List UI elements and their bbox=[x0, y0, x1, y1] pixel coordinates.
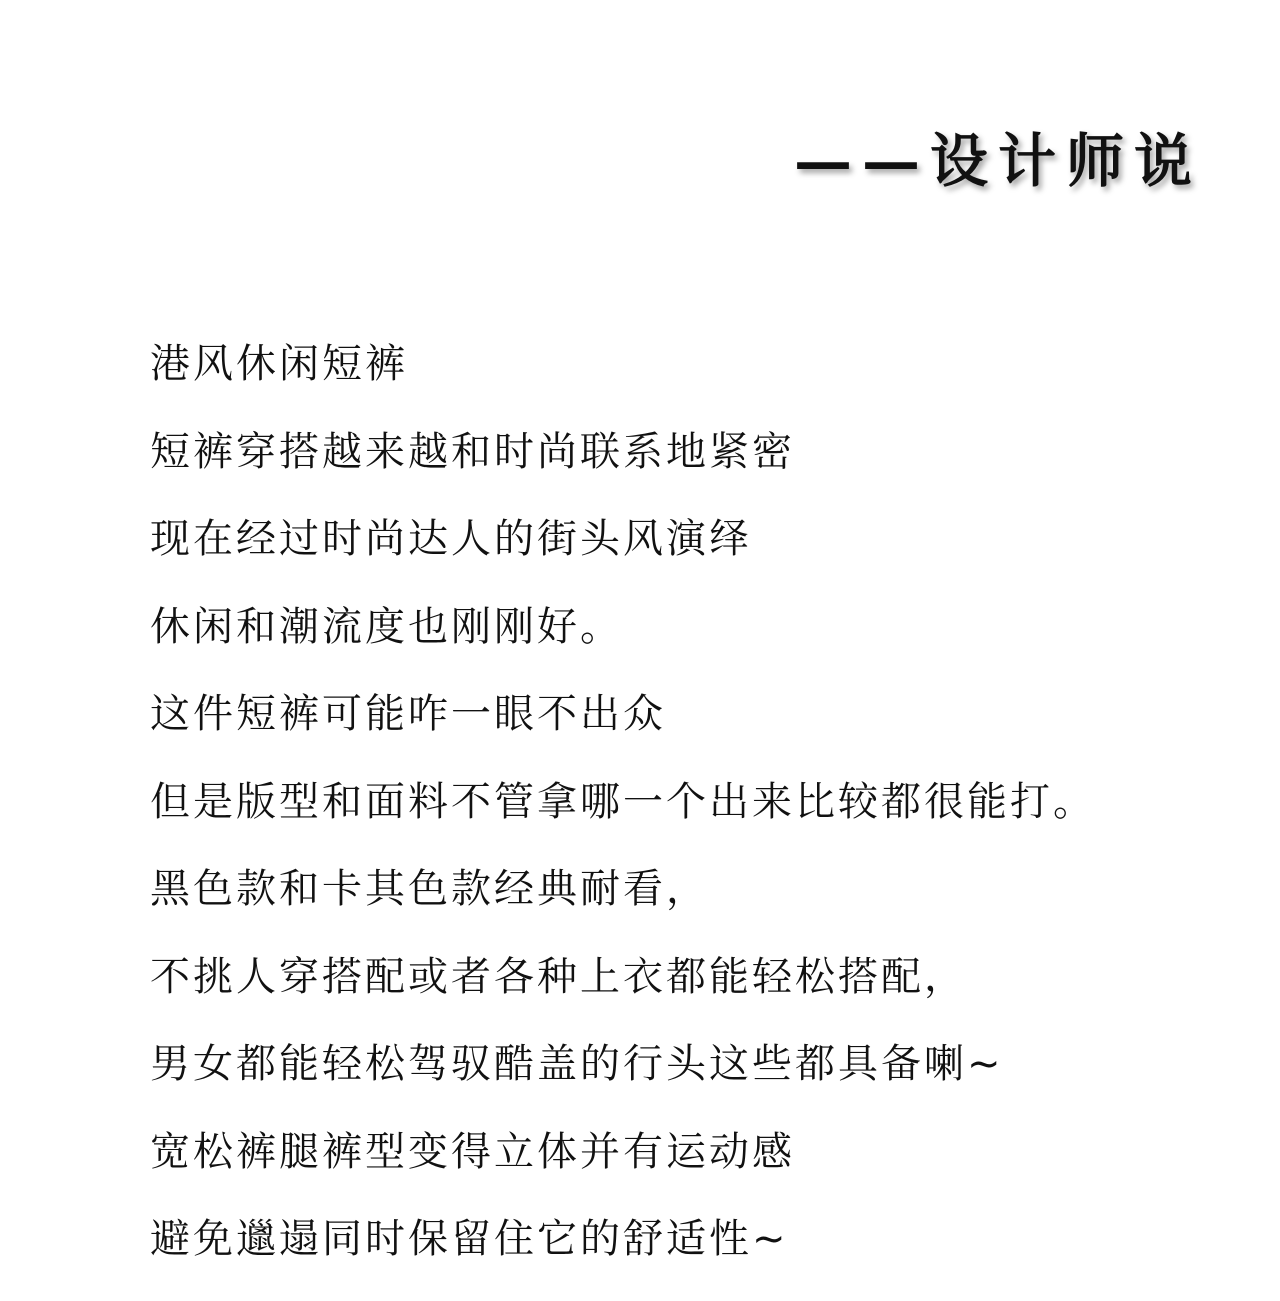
text-line: 不挑人穿搭配或者各种上衣都能轻松搭配， bbox=[150, 953, 967, 1000]
text-line: 宽松裤腿裤型变得立体并有运动感 bbox=[150, 1128, 795, 1175]
text-line: 港风休闲短裤 bbox=[150, 341, 408, 387]
text-line: 黑色款和卡其色款经典耐看， bbox=[150, 866, 709, 912]
text-line: 现在经过时尚达人的街头风演绎 bbox=[150, 516, 752, 562]
text-line: 男女都能轻松驾驭酷盖的行头这些都具备喇~ bbox=[150, 1041, 1004, 1087]
text-line: 短裤穿搭越来越和时尚联系地紧密 bbox=[150, 428, 795, 475]
text-line: 这件短裤可能咋一眼不出众 bbox=[150, 691, 666, 737]
description-text-block bbox=[150, 338, 1260, 1301]
designer-says-heading: ——设计师说 bbox=[793, 127, 1202, 195]
text-line: 但是版型和面料不管拿哪一个出来比较都很能打。 bbox=[150, 778, 1096, 825]
text-line: 避免邋遢同时保留住它的舒适性~ bbox=[150, 1216, 789, 1262]
text-line: 休闲和潮流度也刚刚好。 bbox=[150, 603, 623, 650]
